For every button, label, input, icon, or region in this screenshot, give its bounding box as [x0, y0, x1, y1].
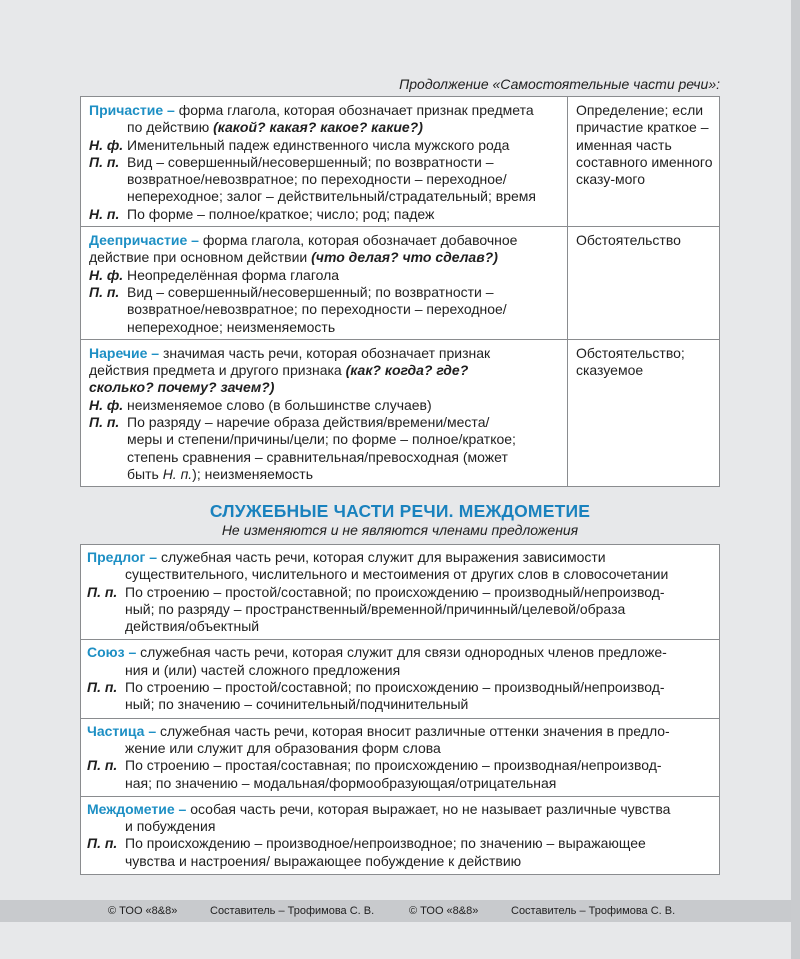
- property-text: По происхождению – производное/непроизводное; по значению – выражающее: [125, 835, 646, 852]
- definition-cell: [81, 718, 720, 796]
- definition-text: по действию: [127, 119, 214, 136]
- property-text: чувства и настроения/ выражающее побуждение к действию: [125, 852, 522, 869]
- property-line: [89, 301, 561, 318]
- definition-text: ния и (или) частей сложного предложения: [125, 661, 401, 678]
- definition-text: форма глагола, которая обозначает признак предмета: [174, 102, 534, 118]
- property-text: Вид – совершенный/несовершенный; по возвратности –: [127, 283, 494, 300]
- property-line: [87, 696, 713, 713]
- property-line: [87, 757, 713, 774]
- question-text: (какой? какая? какое? какие?): [213, 119, 423, 136]
- section-title: СЛУЖЕБНЫЕ ЧАСТИ РЕЧИ. МЕЖДОМЕТИЕ: [209, 501, 591, 521]
- property-text: степень сравнения – сравнительная/превосходная (может: [127, 448, 508, 465]
- property-line: [89, 154, 561, 171]
- definition-text: жение или служит для образования форм слова: [125, 739, 441, 756]
- property-label: [89, 171, 127, 188]
- definition-text: форма глагола, которая обозначает добавочное: [198, 232, 518, 249]
- term-label: Причастие –: [89, 102, 175, 118]
- property-line: [89, 137, 561, 154]
- property-text: ная; по значению – модальная/формообразующая/отрицательная: [125, 774, 557, 791]
- property-line: [87, 775, 713, 792]
- syntactic-role-cell: Обстоятельство: [568, 227, 720, 340]
- property-label: [89, 319, 127, 336]
- syntactic-role-cell: Обстоятельство; сказуемое: [568, 339, 720, 486]
- syntactic-role-cell: Определение; если причастие краткое – именная часть составного именного сказу-мого: [568, 97, 720, 227]
- property-line: [89, 414, 561, 431]
- property-label: П. п.: [89, 414, 120, 431]
- definition-text: особая часть речи, которая выражает, но не называет различные чувства: [186, 800, 671, 817]
- property-label: Н. п.: [89, 205, 120, 222]
- property-label: П. п.: [87, 583, 118, 600]
- property-text: Именительный падеж единственного числа мужского рода: [127, 136, 510, 153]
- property-label: П. п.: [87, 679, 118, 696]
- property-label: Н. ф.: [89, 136, 124, 153]
- table-row: [81, 640, 720, 718]
- property-label: П. п.: [89, 153, 120, 170]
- property-line: [89, 267, 561, 284]
- property-label: [89, 188, 127, 205]
- footer-author: Составитель – Трофимова С. В.: [210, 905, 375, 917]
- definition-text: служебная часть речи, которая вносит различные оттенки значения в предло-: [156, 722, 670, 739]
- footer-copyright: © ТОО «8&8»: [409, 905, 479, 917]
- property-label: П. п.: [87, 757, 118, 774]
- property-line: [89, 206, 561, 223]
- table-row: [81, 227, 720, 340]
- property-text: возвратное/невозвратное; по переходности – переходное/: [127, 171, 507, 188]
- definition-text: служебная часть речи, которая служит для связи однородных членов предложе-: [136, 644, 667, 661]
- definition-text: и побуждения: [125, 818, 216, 835]
- property-label: [89, 431, 127, 448]
- definition-text: существительного, числительного и местоимения от других слов в словосочетании: [125, 566, 669, 583]
- property-text: ); неизменяемость: [192, 465, 313, 482]
- property-label: Н. ф.: [89, 396, 124, 413]
- term-label: Союз –: [87, 644, 137, 661]
- property-line: [87, 853, 713, 870]
- definition-text: значимая часть речи, которая обозначает признак: [159, 344, 491, 361]
- property-text: Неопределённая форма глагола: [127, 266, 340, 283]
- table-row: [81, 545, 720, 640]
- section-subtitle: Не изменяются и не являются членами предложения: [221, 522, 579, 538]
- property-text: По строению – простая/составная; по происхождению – производная/непроизвод-: [125, 757, 662, 774]
- definition-cell: [81, 227, 568, 340]
- property-line: [87, 584, 713, 601]
- property-text: быть: [127, 465, 163, 482]
- property-text: ный; по разряду – пространственный/временной/причинный/целевой/образа: [125, 600, 626, 617]
- property-text: По строению – простой/составной; по происхождению – производный/непроизвод-: [125, 583, 665, 600]
- service-parts-table: [80, 544, 720, 875]
- table-row: [81, 339, 720, 486]
- term-label: Наречие –: [89, 344, 160, 361]
- definition-text: действия предмета и другого признака: [89, 362, 346, 379]
- property-line: [87, 679, 713, 696]
- question-text: (что делая? что сделав?): [311, 249, 498, 266]
- definition-cell: [81, 97, 568, 227]
- property-line: [87, 835, 713, 852]
- property-line: [89, 431, 561, 448]
- property-line: [89, 397, 561, 414]
- term-label: Деепричастие –: [89, 232, 199, 249]
- property-label: [89, 301, 127, 318]
- footer-bar: [0, 900, 791, 922]
- property-line: [87, 601, 713, 618]
- property-label: [87, 618, 125, 635]
- property-text: непереходное; неизменяемость: [127, 318, 336, 335]
- property-text: неизменяемое слово (в большинстве случаев): [127, 396, 432, 413]
- property-text: Вид – совершенный/несовершенный; по возвратности –: [127, 153, 494, 170]
- property-text: непереходное; залог – действительный/страдательный; время: [127, 188, 536, 205]
- page-edge: [791, 0, 800, 959]
- property-line: [89, 188, 561, 205]
- footer-copyright: © ТОО «8&8»: [108, 905, 178, 917]
- property-label: [87, 853, 125, 870]
- definition-text: действие при основном действии: [89, 249, 312, 266]
- property-line: [89, 171, 561, 188]
- property-text: действия/объектный: [125, 618, 260, 635]
- property-label: П. п.: [87, 835, 118, 852]
- property-label: [87, 775, 125, 792]
- term-label: Частица –: [87, 722, 157, 739]
- definition-cell: [81, 545, 720, 640]
- footer-author: Составитель – Трофимова С. В.: [511, 905, 676, 917]
- property-abbrev: Н. п.: [162, 465, 193, 482]
- definition-cell: [81, 640, 720, 718]
- property-text: По форме – полное/краткое; число; род; падеж: [127, 205, 435, 222]
- property-label: П. п.: [89, 283, 120, 300]
- property-label: [89, 449, 127, 466]
- table-row: [81, 97, 720, 227]
- definition-cell: [81, 796, 720, 874]
- property-line: [87, 618, 713, 635]
- definition-cell: [81, 339, 568, 486]
- table-row: [81, 718, 720, 796]
- property-text: возвратное/невозвратное; по переходности – переходное/: [127, 301, 507, 318]
- table-row: [81, 796, 720, 874]
- property-label: [87, 601, 125, 618]
- term-label: Междометие –: [87, 800, 187, 817]
- property-line: [89, 449, 561, 466]
- property-label: [87, 696, 125, 713]
- property-text: По разряду – наречие образа действия/времени/места/: [127, 414, 490, 431]
- property-line: [89, 319, 561, 336]
- question-text: сколько? почему? зачем?): [89, 379, 275, 396]
- property-text: меры и степени/причины/цели; по форме – полное/краткое;: [127, 431, 516, 448]
- property-line: [89, 284, 561, 301]
- continuation-caption: Продолжение «Самостоятельные части речи»:: [399, 76, 720, 92]
- property-label: Н. ф.: [89, 266, 124, 283]
- term-label: Предлог –: [87, 549, 158, 565]
- definition-text: служебная часть речи, которая служит для выражения зависимости: [157, 549, 606, 565]
- question-text: (как? когда? где?: [345, 362, 469, 379]
- independent-parts-table: [80, 96, 720, 487]
- property-text: ный; по значению – сочинительный/подчинительный: [125, 696, 469, 713]
- property-text: По строению – простой/составной; по происхождению – производный/непроизвод-: [125, 679, 665, 696]
